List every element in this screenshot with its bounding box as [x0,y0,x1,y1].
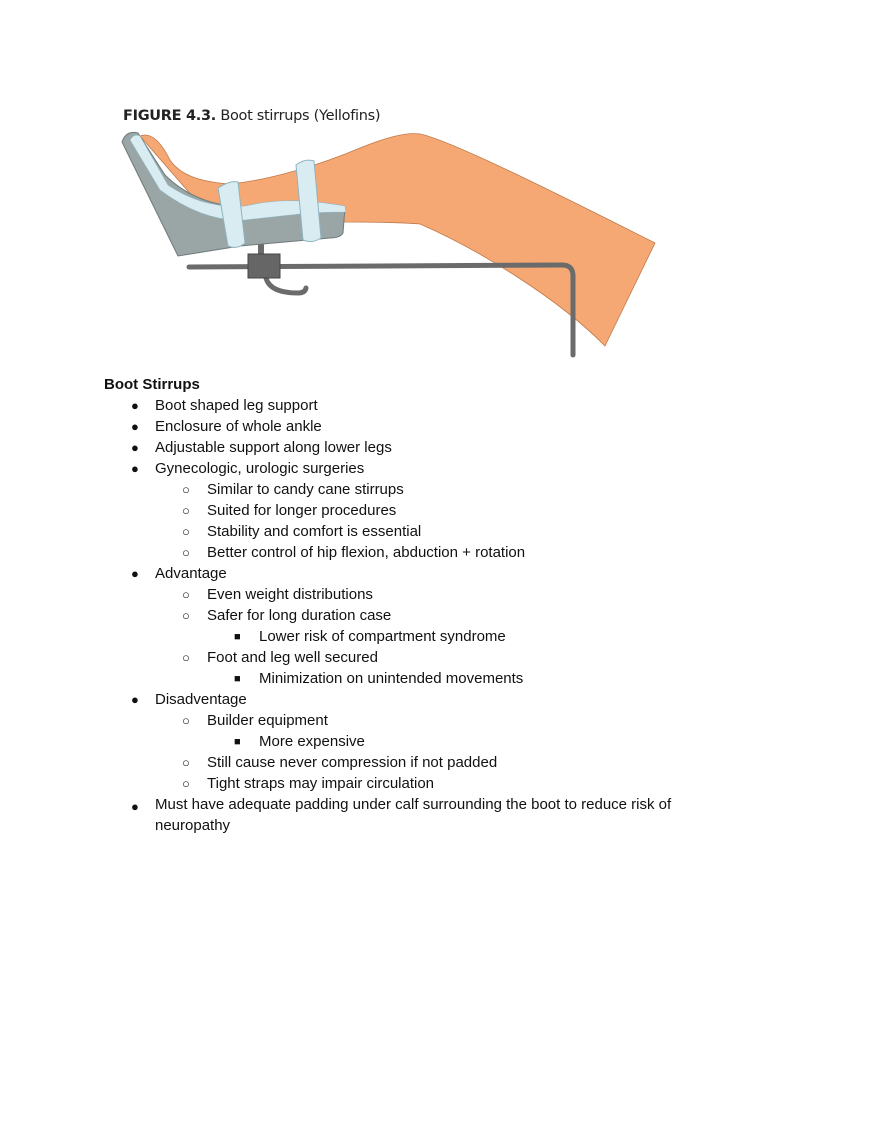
bullet-icon: ○ [182,587,190,602]
figure-caption [123,108,380,124]
bullet-icon: ● [131,440,139,455]
bullet-icon: ○ [182,713,190,728]
list-item [0,733,880,754]
bullet-icon: ● [131,692,139,707]
section-heading: Boot Stirrups [104,376,200,393]
list-item [0,691,880,712]
bullet-icon: ○ [182,482,190,497]
bullet-icon: ■ [234,631,241,643]
list-item-text: Enclosure of whole ankle [155,418,322,435]
list-item [0,397,880,418]
bullet-icon: ● [131,461,139,476]
list-item [0,754,880,775]
list-item-text: Similar to candy cane stirrups [207,481,404,498]
list-item-text: Minimization on unintended movements [259,670,524,687]
list-item [0,460,880,481]
clamp-handle [266,278,306,293]
list-item-text: Tight straps may impair circulation [207,775,435,792]
bullet-icon: ● [131,419,139,434]
list-item-text: Suited for longer procedures [207,502,397,519]
stirrup-bar [189,265,573,355]
list-item-text: Adjustable support along lower legs [155,439,392,456]
list-item-text: Gynecologic, urologic surgeries [155,460,365,477]
list-item-text: Builder equipment [207,712,328,729]
list-item [0,607,880,628]
bullet-icon: ■ [234,736,241,748]
list-item-text: Lower risk of compartment syndrome [259,628,506,645]
list-item-text: Stability and comfort is essential [207,523,422,540]
bullet-list [0,397,880,838]
list-item-text: Must have adequate padding under calf surrounding the boot to reduce risk of neuropathy [155,796,672,834]
list-item-text: More expensive [259,733,365,750]
list-item [0,712,880,733]
figure-label: FIGURE 4.3. [123,108,216,124]
list-item-text: Safer for long duration case [207,607,392,624]
list-item [0,502,880,523]
figure-caption-text: Boot stirrups (Yellofins) [220,108,381,124]
bullet-icon: ○ [182,524,190,539]
list-item-text: Disadventage [155,691,247,708]
list-item-text: Advantage [155,565,227,582]
bullet-icon: ■ [234,673,241,685]
list-item [0,796,880,838]
list-item [0,565,880,586]
bullet-icon: ○ [182,545,190,560]
list-item [0,775,880,796]
bullet-icon: ○ [182,608,190,623]
list-item [0,544,880,565]
bullet-icon: ○ [182,650,190,665]
bullet-icon: ● [131,799,139,814]
list-item-text: Still cause never compression if not padded [207,754,498,771]
bullet-icon: ○ [182,755,190,770]
list-item [0,670,880,691]
list-item [0,439,880,460]
list-item-text: Even weight distributions [207,586,373,603]
list-item [0,523,880,544]
list-item [0,418,880,439]
boot-stirrup-illustration [0,0,880,370]
list-item-text: Foot and leg well secured [207,649,378,666]
list-item [0,481,880,502]
bullet-icon: ○ [182,776,190,791]
list-item-text: Boot shaped leg support [155,397,318,414]
list-item [0,586,880,607]
bullet-icon: ● [131,566,139,581]
list-item [0,649,880,670]
bullet-icon: ○ [182,503,190,518]
bullet-icon: ● [131,398,139,413]
clamp [248,254,280,278]
list-item [0,628,880,649]
list-item-text: Better control of hip flexion, abduction + rotation [207,544,526,561]
